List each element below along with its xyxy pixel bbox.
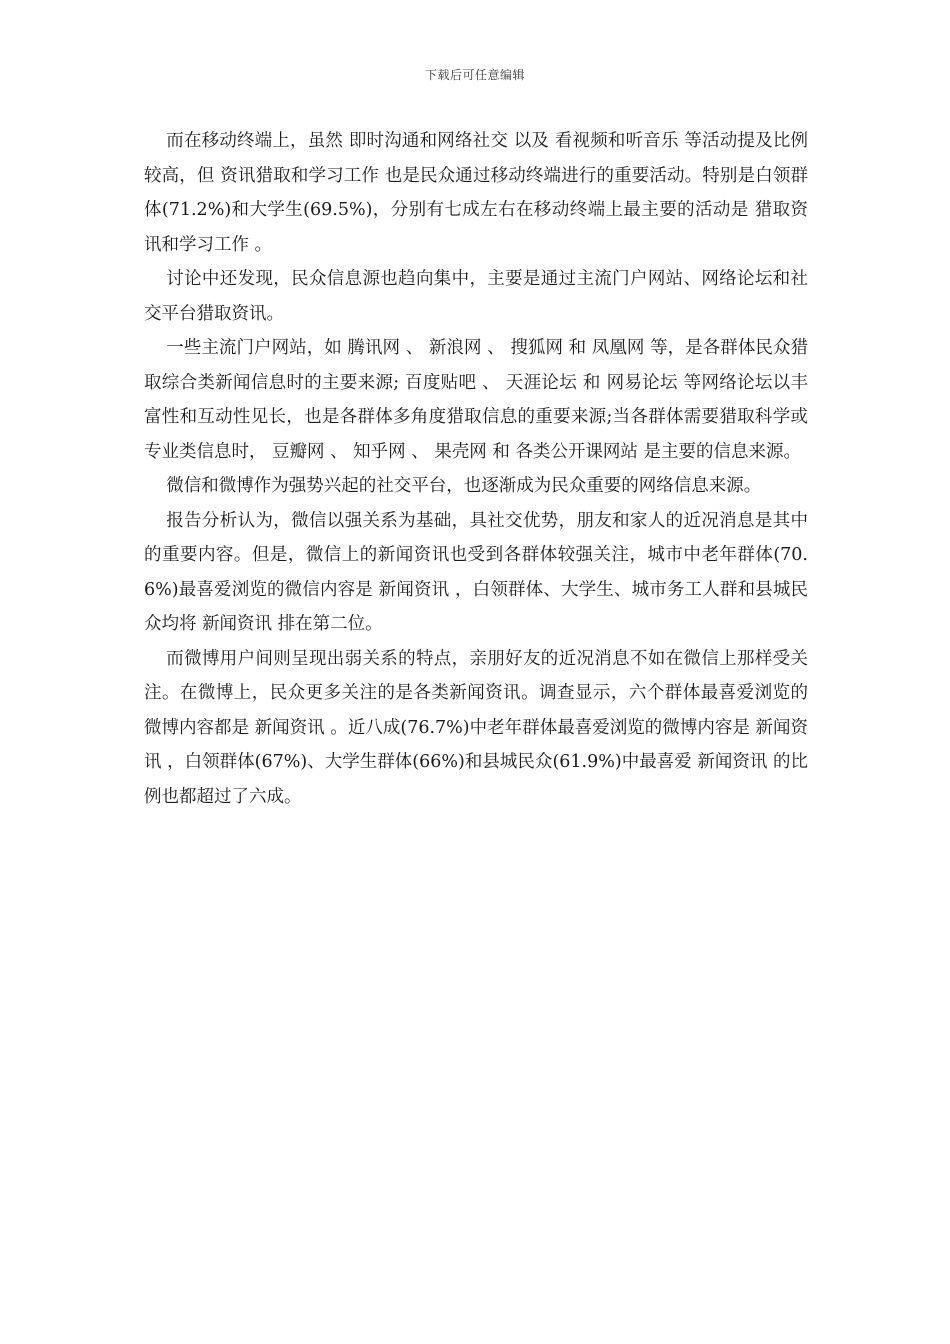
paragraph-portals-forums: 一些主流门户网站，如 腾讯网 、 新浪网 、 搜狐网 和 凤凰网 等，是各群体民众猎取综合类新闻信息时的主要来源; 百度贴吧 、 天涯论坛 和 网易论坛 等网络论坛以丰富性和互动性见长，也是各群体多角度猎取信息的重要来源;当各群体需要猎取科学或专业类信息时， 豆瓣网 、 知乎网 、 果壳网 和 各类公开课网站 是主要的信息来源。	[144, 338, 808, 462]
document-body	[144, 124, 808, 814]
page-header: 下载后可任意编辑	[424, 68, 525, 82]
paragraph-wechat-analysis: 报告分析认为，微信以强关系为基础，具社交优势，朋友和家人的近况消息是其中的重要内容。但是，微信上的新闻资讯也受到各群体较强关注，城市中老年群体(70.6%)最喜爱浏览的微信内容是 新闻资讯 ，白领群体、大学生、城市务工人群和县城民众均将 新闻资讯 排在第二位。	[144, 510, 808, 634]
paragraph-info-sources: 讨论中还发现，民众信息源也趋向集中，主要是通过主流门户网站、网络论坛和社交平台猎取资讯。	[144, 269, 808, 324]
paragraph-mobile-activities: 而在移动终端上，虽然 即时沟通和网络社交 以及 看视频和听音乐 等活动提及比例较高，但 资讯猎取和学习工作 也是民众通过移动终端进行的重要活动。特别是白领群体(71.2%)和大学生(69.5%)，分别有七成左右在移动终端上最主要的活动是 猎取资讯和学习工作 。	[144, 131, 808, 255]
paragraph-weibo-analysis: 而微博用户间则呈现出弱关系的特点，亲朋好友的近况消息不如在微信上那样受关注。在微博上，民众更多关注的是各类新闻资讯。调查显示，六个群体最喜爱浏览的微博内容都是 新闻资讯 。近八成(76.7%)中老年群体最喜爱浏览的微博内容是 新闻资讯 ，白领群体(67%)、大学生群体(66%)和县城民众(61.9%)中最喜爱 新闻资讯 的比例也都超过了六成。	[144, 648, 808, 807]
paragraph-social-platforms: 微信和微博作为强势兴起的社交平台，也逐渐成为民众重要的网络信息来源。	[166, 476, 762, 496]
